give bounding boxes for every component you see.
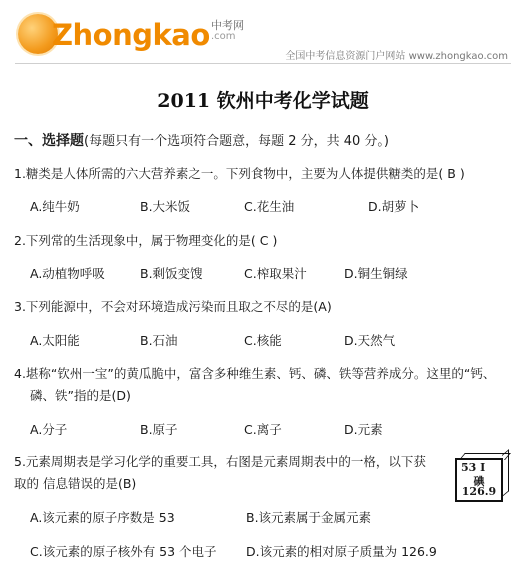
q1-option-a: A.纯牛奶: [30, 199, 80, 214]
question-4-line1: 4.堪称“钦州一宝”的黄瓜脆中，富含多种维生素、钙、磷、铁等营养成分。这里的“钙、: [14, 366, 496, 381]
q5-option-b: B.该元素属于金属元素: [246, 510, 372, 525]
question-3: 3.下列能源中，不会对环境造成污染而且取之不尽的是(A): [14, 299, 332, 314]
section-heading: [14, 130, 389, 150]
question-4-line2: 磷、铁”指的是(D): [30, 388, 131, 403]
page-title: 2011 钦州中考化学试题: [157, 90, 369, 112]
element-mass: 126.9: [461, 485, 497, 498]
q1-option-d: D.胡萝卜: [368, 199, 420, 214]
q2-option-b: B.剩饭变馊: [140, 266, 203, 281]
site-header: [0, 0, 526, 68]
q5-option-a: A.该元素的原子序数是 53: [30, 510, 175, 525]
question-5-line1: 5.元素周期表是学习化学的重要工具，右图是元素周期表中的一格，以下获: [14, 454, 426, 469]
q2-option-d: D.铜生铜绿: [344, 266, 408, 281]
q1-option-b: B.大米饭: [140, 199, 191, 214]
periodic-table-cell: [455, 458, 503, 502]
q3-option-b: B.石油: [140, 333, 178, 348]
q4-option-b: B.原子: [140, 422, 178, 437]
q2-option-c: C.榨取果汁: [244, 266, 307, 281]
logo-sub-cn: 中考网: [211, 19, 244, 32]
element-name: 碘: [473, 475, 485, 488]
site-tagline: 全国中考信息资源门户网站 www.zhongkao.com: [285, 51, 508, 62]
header-divider: [15, 63, 511, 64]
q2-option-a: A.动植物呼吸: [30, 266, 105, 281]
q3-option-a: A.太阳能: [30, 333, 80, 348]
logo-text: Zhongkao: [52, 18, 210, 52]
question-2: 2.下列常的生活现象中，属于物理变化的是( C ): [14, 233, 278, 248]
q4-option-c: C.离子: [244, 422, 282, 437]
question-5-line2: 取的 信息错误的是(B): [14, 476, 137, 491]
logo-sub-com: .com: [211, 31, 236, 42]
q4-option-a: A.分子: [30, 422, 68, 437]
section-heading-label: 一、选择题: [14, 133, 84, 149]
q5-option-c: C.该元素的原子核外有 53 个电子: [30, 544, 217, 559]
q1-option-c: C.花生油: [244, 199, 295, 214]
element-number-symbol: 53 I: [461, 461, 486, 474]
q3-option-d: D.天然气: [344, 333, 396, 348]
section-instruction: (每题只有一个选项符合题意，每题 2 分，共 40 分。): [84, 134, 389, 149]
question-1: 1.糖类是人体所需的六大营养素之一。下列食物中，主要为人体提供糖类的是( B ): [14, 166, 465, 181]
q5-option-d: D.该元素的相对原子质量为 126.9: [246, 544, 437, 559]
q4-option-d: D.元素: [344, 422, 383, 437]
q3-option-c: C.核能: [244, 333, 282, 348]
